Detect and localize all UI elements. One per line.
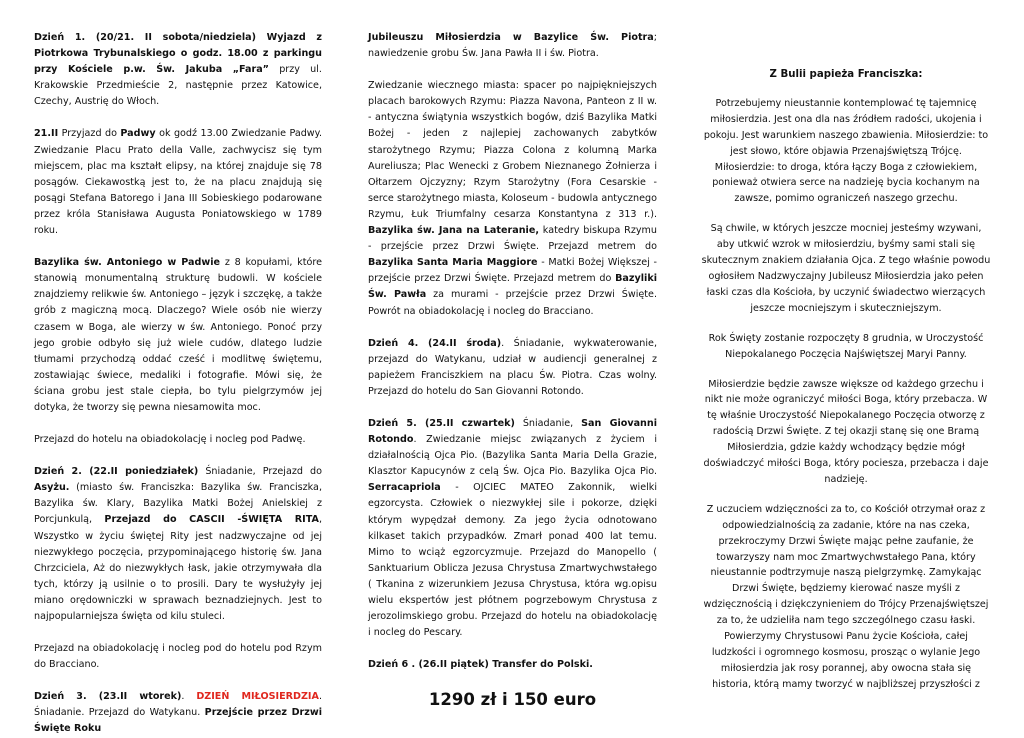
bulla-paragraph-4: Miłosierdzie będzie zawsze większe od każdego grzechu i nikt nie może ograniczyć miłości Boga, który przebacza. W tę właśnie Uroczystość Niepokalanego Poczęcia otworzę z radością Drzwi Święte. Z tej okazji stanę się one Bramą Miłosierdzia, gdzie każdy wchodzący będzie mógł doświadczyć miłości Boga, który pociesza, przebacza i daje nadzieję. [703,378,989,485]
day1-paragraph [34,30,322,110]
place-name: Bazylika św. Antoniego w Padwie [34,257,221,269]
day5-heading: Dzień 5. (25.II czwartek) [368,417,515,429]
text: - OJCIEC MATEO Zakonnik, wielki egzorcysta. Człowiek o niezwykłej sile i pokorze, dzięki którym wypędzał demony. Za jego życia odnotowano kilkaset takich przypadków. Zmarł ponad 400 lat temu. Mimo to wciąż egzorcyzmuje. Przejazd do Manopello ( Sanktuarium Oblicza Jezusa Chrystusa Zmartwychwstałego ( Tkanina z wizerunkiem Jezusa Chrystusa, która wg.opisu wielu ekspertów jest płótnem pogrzebowym Chrystusa z jerozolimskiego grobu. Przejazd do hotelu na obiadokolację i nocleg do Pescary. [368,482,657,639]
jubilee-paragraph [368,30,657,62]
antoni-paragraph [34,255,322,416]
padua-hotel-paragraph: Przejazd do hotelu na obiadokolację i nocleg pod Padwę. [34,434,306,446]
price-label: 1290 zł i 150 euro [428,690,597,710]
place-name: Przejazd do CASCII -ŚWIĘTA RITA [104,514,319,526]
place-name: Padwy [120,128,156,140]
text: Zwiedzanie wiecznego miasta: spacer po najpiękniejszych placach barokowych Rzymu: Piazza Navona, Panteon z II w. - antyczna świątynia wszystkich bogów, dziś Bazylika Matki Bożej - jeden z najlepiej zachowanych zabytków starożytnego Rzymu; Piazza Colona z kolumną Marka Aureliusza; Plac Wenecki z Grobem Nieznanego Żołnierza i Ołtarzem Ojczyzny; Rzym Starożytny (Fora Cesarskie - serce starożytnego miasta, Koloseum - budowla antycznego Rzymu, Łuk Triumfalny cesarza Konstantyna z 313 r.). [368,80,657,220]
day6-heading: Dzień 6 . (26.II piątek) Transfer do Polski. [368,659,593,671]
place-name: San Giovanni Rotondo [368,417,658,446]
holy-door-text: Przejście przez Drzwi Święte Roku [34,707,323,735]
place-name: Bazyliki Św. Pawła [368,273,657,301]
text: katedry biskupa Rzymu - przejście przez Drzwi Święte. Przejazd metrem do [368,225,657,253]
place-name: Bazylika św. Jana na Lateranie, [368,225,539,237]
text: . Śniadanie, wykwaterowanie, przejazd do Watykanu, udział w audiencji generalnej z papieżem Franciszkiem na placu Św. Piotra. Czas wolny. Przejazd do hotelu do San Giovanni Rotondo. [368,337,657,397]
text: , Wszystko w życiu świętej Rity jest nadzwyczajne od jej niezwykłego poczęcia, przypominającego historię św. Jana Chrzciciela, Aż do niezwykłych łask, jakie otrzymywała dla tych, którzy ją usilnie o to prosili. Dary te wysłużyły jej miano orędowniczki w sprawach beznadziejnych. Jest to najpopularniejsza święta od kilu stuleci. [34,514,322,622]
text: Śniadanie, [514,417,582,429]
bracciano-paragraph: Przejazd na obiadokolację i nocleg pod do hotelu pod Rzym do Bracciano. [34,643,322,671]
day2-heading: Dzień 2. (22.II poniedziałek) [34,466,199,478]
text: . Zwiedzanie miejsc związanych z życiem i działalnością Ojca Pio. (Bazylika Santa Maria Della Grazie, Klasztor Kapucynów z celą Św. Ojca Pio. Bazylika Ojca Pio. [368,434,657,478]
itinerary-column-1 [34,30,322,738]
text: (miasto św. Franciszka: Bazylika św. Franciszka, Bazylika św. Klary, Bazylika Matki Bożej Anielskiej z Porcjunkulą, [34,482,322,526]
bulla-paragraph-3: Rok Święty zostanie rozpoczęty 8 grudnia, w Uroczystość Niepokalanego Poczęcia Najświętszej Maryi Panny. [708,332,984,360]
day6-paragraph [368,657,657,673]
mercy-day-label: DZIEŃ MIŁOSIERDZIA [196,691,319,703]
text: ok godź 13.00 Zwiedzanie Padwy. Zwiedzanie Placu Prato della Valle, zachwycisz się tym miejscem, plac ma kształt elipsy, na której znajduje się 78 posągów. Ciekawostką jest to, że na placu znajdują się posągi Stefana Batorego i Jana III Sobieskiego podarowane przez króla Stanisława Augusta Poniatowskiego w 1789 roku. [34,128,322,237]
text: Przyjazd do [58,128,121,140]
bulla-paragraph-5: Z uczuciem wdzięczności za to, co Kościół otrzymał oraz z odpowiedzialnością za zadanie, które na nas czeka, przekroczymy Drzwi Święte mając pełne zaufanie, że towarzyszy nam moc Zmartwychwstałego Pana, który nieustannie podtrzymuje naszą pielgrzymkę. Zamykając Drzwi Święte, będziemy kierować nasze myśli z wdzięcznością i dziękczynieniem do Trójcy Przenajświętszej za to, że udzieliła nam tego szczególnego czasu łaski. Powierzymy Chrystusowi Panu życie Kościoła, całej ludzkości i ogromnego kosmosu, prosząc o wylanie Jego miłosierdzia jak rosy porannej, aby owocna stała się historia, którą mamy tworzyć w najbliższej przyszłości z [703,503,989,690]
bulla-paragraph-1: Potrzebujemy nieustannie kontemplować tę tajemnicę miłosierdzia. Jest ona dla nas źródłem radości, ukojenia i pokoju. Jest warunkiem naszego zbawienia. Miłosierdzie: to jest słowo, które objawia Przenajświętszą Trójcę. Miłosierdzie: to droga, która łączy Boga z człowiekiem, ponieważ otwiera serce na nadzieję bycia kochanym na zawsze, pomimo ograniczeń naszego grzechu. [703,97,989,205]
bulla-heading: Z Bulii papieża Franciszka: [769,69,923,80]
day2-paragraph [34,464,322,625]
date-label: 21.II [34,128,59,140]
day1-text: przy ul. Krakowskie Przedmieście 2, następnie przez Katowice, Czechy, Austrię do Włoch. [34,64,322,108]
place-name: Asyżu. [34,482,70,494]
text: Śniadanie, Przejazd do [198,466,322,478]
text: - Matki Bożej Większej - przejście przez Drzwi Święte. Przejazd metrem do [368,257,657,285]
place-name: Serracapriola [368,482,441,494]
day4-paragraph [368,336,657,400]
text: za murami - przejście przez Drzwi Święte. Powrót na obiadokolację i nocleg do Bracciano. [368,289,657,317]
day4-heading: Dzień 4. (24.II środa) [368,337,502,349]
text: . [181,691,197,703]
day5-paragraph [368,416,657,641]
day3-heading: Dzień 3. (23.II wtorek) [34,691,182,703]
text: z 8 kopułami, które stanowią monumentalną strukturę budowli. W kościele znajdziemy relikwie św. Antoniego – język i szczękę, a także grób z magiczną mocą. Dlaczego? Wiele osób nie wierzy czasem w Boga, ale wierzy w św. Antoniego. Ponoć przy jego grobie odbyło się już wiele cudów, dlatego ludzie tłumami przychodzą oddać cześć i modlitwę świętemu, zostawiając świece, medaliki i fotografie. Mówi się, że ściana grobu jest stale ciepła, bo tylu pielgrzymów jej dotyka, że tworzy się pewna niesamowita moc. [34,257,322,413]
place-name: Bazylika Santa Maria Maggiore [368,257,538,269]
padua-paragraph [34,126,322,239]
bulla-column [701,67,991,707]
itinerary-column-2 [368,30,657,711]
day1-heading: Dzień 1. (20/21. II sobota/niedziela) Wyjazd z Piotrkowa Trybunalskiego o godz. 18.00 z parkingu przy Kościele p.w. Św. Jakuba „Fara” [34,32,322,76]
bulla-paragraph-2: Są chwile, w których jeszcze mocniej jesteśmy wzywani, aby utkwić wzrok w miłosierdziu, byśmy sami stali się skutecznym znakiem działania Ojca. Z tego właśnie powodu ogłosiłem Nadzwyczajny Jubileusz Miłosierdzia jako pełen łaski czas dla Kościoła, by uczynić świadectwo wierzących jeszcze mocniejszym i skuteczniejszym. [701,223,991,314]
text: ; nawiedzenie grobu Św. Jana Pawła II i św. Piotra. [368,32,657,60]
day3-paragraph [34,689,322,737]
rome-paragraph [368,78,657,319]
place-name: Jubileuszu Miłosierdzia w Bazylice Św. Piotra [368,32,654,43]
text: . Śniadanie. Przejazd do Watykanu. [34,691,322,719]
